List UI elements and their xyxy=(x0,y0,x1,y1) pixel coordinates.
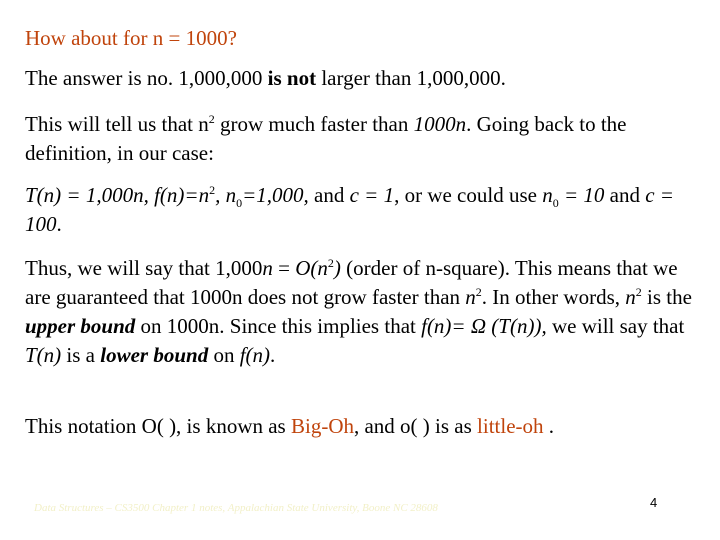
little-oh-term: little-oh xyxy=(477,414,544,438)
omega-symbol: Ω xyxy=(470,314,487,338)
paragraph-notation: This notation O( ), is known as Big-Oh, and o( ) is as little-oh . xyxy=(25,414,555,438)
paragraph-definition: T(n) = 1,000n, $f(n)=n^2$, $n_0=1,000$, and c = 1, or we could use $n_0 = 10$ and c = 100. xyxy=(25,183,674,236)
slide-heading: How about for n = 1000? xyxy=(25,26,237,50)
paragraph-conclusion: Thus, we will say that $1,000n = O(n^2)$ (order of n-square). This means that we are guaranteed that 1000n does not grow faster than $n^2$. In other words, $n^2$ is the upper bound on 1000n. Since this implies that f(n)= Ω (T(n)), we will say that T(n) is a lower bound on f(n). xyxy=(25,256,692,367)
paragraph-growth: This will tell us that $n^2$ grow much faster than 1000n. Going back to the definition, in our case: xyxy=(25,112,627,165)
page-number: 4 xyxy=(650,495,658,510)
big-oh-term: Big-Oh xyxy=(290,414,354,438)
paragraph-answer: The answer is no. 1,000,000 is not larger than 1,000,000. xyxy=(25,66,506,90)
slide-footer: Data Structures – CS3500 Chapter 1 notes, Appalachian State University, Boone NC 28608 xyxy=(34,502,438,514)
